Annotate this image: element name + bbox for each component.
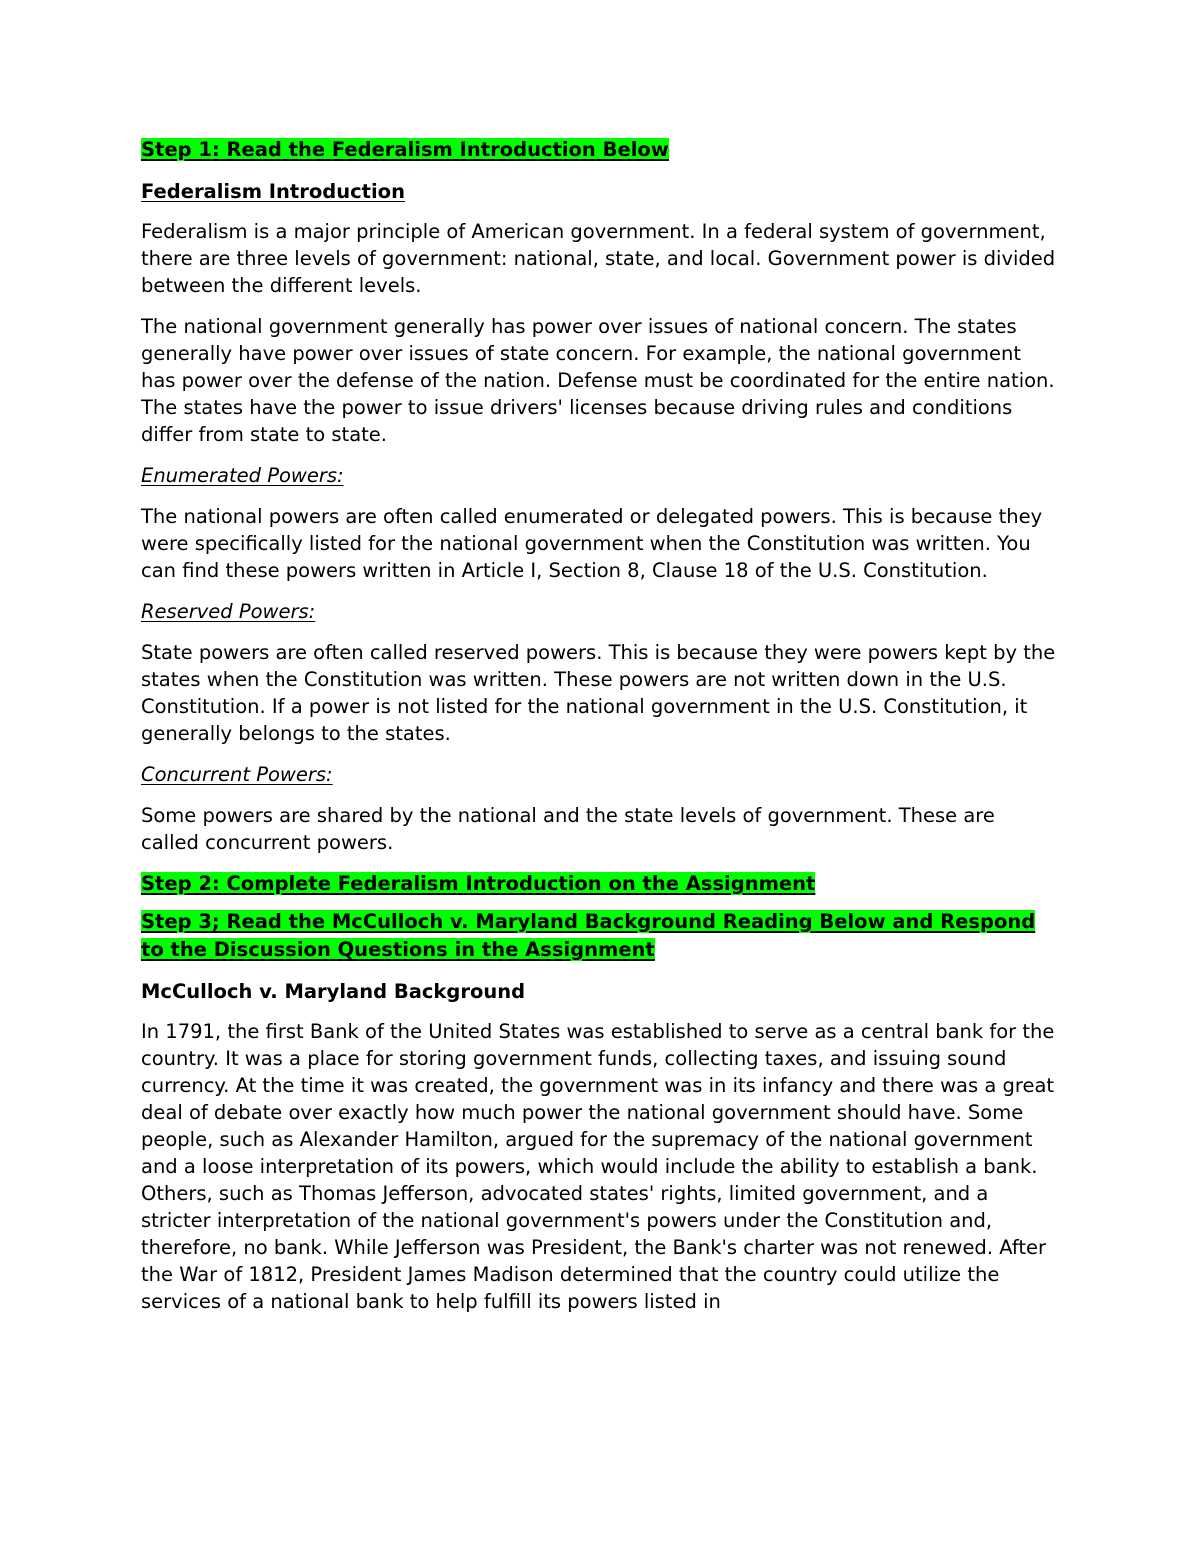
federalism-introduction-title: Federalism Introduction bbox=[141, 180, 405, 203]
step-2-heading bbox=[141, 870, 1056, 898]
enumerated-powers-heading: Enumerated Powers: bbox=[141, 464, 344, 487]
step-2-highlight: Step 2: Complete Federalism Introduction on the Assignment bbox=[141, 872, 816, 895]
concurrent-powers-text: Some powers are shared by the national and the state levels of government. These are called concurrent powers. bbox=[141, 804, 995, 854]
document-page bbox=[141, 136, 1056, 1329]
step-1-highlight: Step 1: Read the Federalism Introduction Below bbox=[141, 138, 669, 161]
mcculloch-background-text: In 1791, the first Bank of the United States was established to serve as a central bank for the country. It was a place for storing government funds, collecting taxes, and issuing sound currency. At the time it was created, the government was in its infancy and there was a great deal of debate over exactly how much power the national government should have. Some people, such as Alexander Hamilton, argued for the supremacy of the national government and a loose interpretation of its powers, which would include the ability to establish a bank. Others, such as Thomas Jefferson, advocated states' rights, limited government, and a stricter interpretation of the national government's powers under the Constitution and, therefore, no bank. While Jefferson was President, the Bank's charter was not renewed. After the War of 1812, President James Madison determined that the country could utilize the services of a national bank to help fulfill its powers listed in bbox=[141, 1020, 1055, 1313]
reserved-powers-heading: Reserved Powers: bbox=[141, 600, 316, 623]
enumerated-powers-text: The national powers are often called enumerated or delegated powers. This is because they were specifically listed for the national government when the Constitution was written. You can find these powers written in Article I, Section 8, Clause 18 of the U.S. Constitution. bbox=[141, 505, 1043, 582]
intro-paragraph-1: Federalism is a major principle of American government. In a federal system of government, there are three levels of government: national, state, and local. Government power is divided between the different levels. bbox=[141, 220, 1056, 297]
intro-paragraph-2: The national government generally has power over issues of national concern. The states generally have power over issues of state concern. For example, the national government has power over the defense of the nation. Defense must be coordinated for the entire nation. The states have the power to issue drivers' licenses because driving rules and conditions differ from state to state. bbox=[141, 315, 1055, 446]
reserved-powers-text: State powers are often called reserved powers. This is because they were powers kept by the states when the Constitution was written. These powers are not written down in the U.S. Constitution. If a power is not listed for the national government in the U.S. Constitution, it generally belongs to the states. bbox=[141, 641, 1056, 745]
step-3-heading bbox=[141, 908, 1056, 964]
concurrent-powers-heading: Concurrent Powers: bbox=[141, 763, 333, 786]
step-3-highlight: Step 3; Read the McCulloch v. Maryland Background Reading Below and Respond to the Discussion Questions in the Assignment bbox=[141, 910, 1036, 961]
mcculloch-background-title: McCulloch v. Maryland Background bbox=[141, 980, 526, 1003]
step-1-heading bbox=[141, 136, 1056, 164]
